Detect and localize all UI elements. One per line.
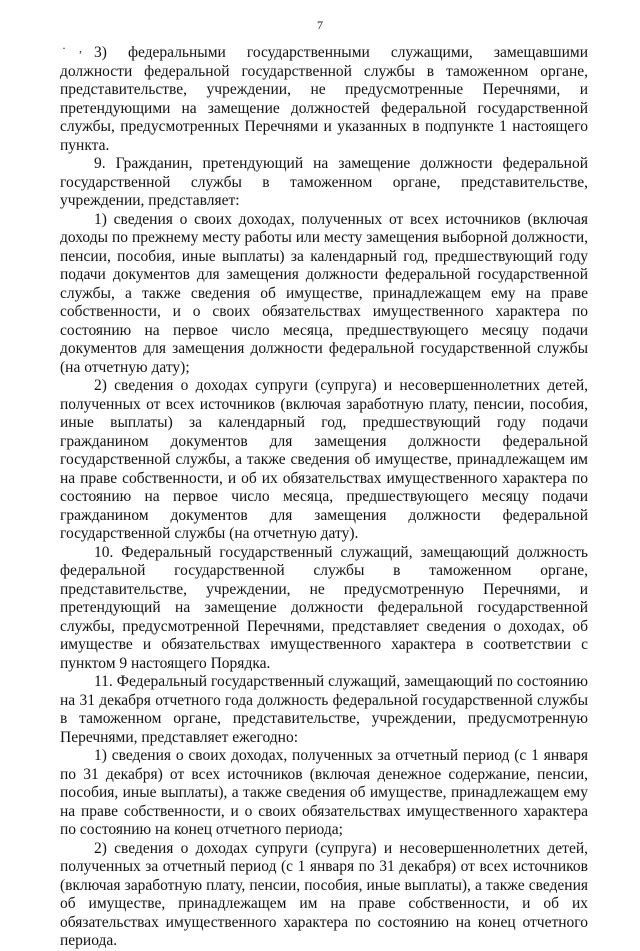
paragraph-8-item-3: 3) федеральными государственными служащими, замещавшими должности федеральной государственной службы в таможенном органе, представительстве, учреждении, не предусмотренные Перечнями, и претендующими на замещение должностей федеральной государственной службы, предусмотренных Перечнями и указанных в подпункте 1 настоящего пункта. bbox=[60, 44, 588, 154]
scan-marks: · , bbox=[62, 41, 87, 55]
paragraph-9-item-2: 2) сведения о доходах супруги (супруга) и несовершеннолетних детей, полученных от всех источников (включая заработную плату, пенсии, пособия, иные выплаты) за календарный год, предшествующий году подачи гражданином документов для замещения должности федеральной государственной службы, а также сведения об имуществе, принадлежащем им на праве собственности, и об их обязательствах имущественного характера по состоянию на первое число месяца, предшествующего месяцу подачи гражданином документов для замещения должности федеральной государственной службы (на отчетную дату). bbox=[60, 377, 588, 542]
paragraph-11: 11. Федеральный государственный служащий, замещающий по состоянию на 31 декабря отчетного года должность федеральной государственной службы в таможенном органе, представительстве, учреждении, предусмотренную Перечнями, представляет ежегодно: bbox=[60, 673, 588, 746]
page-number: 7 bbox=[317, 18, 323, 32]
paragraph-11-item-1: 1) сведения о своих доходах, полученных за отчетный период (с 1 января по 31 декабря) от всех источников (включая денежное содержание, пенсии, пособия, иные выплаты), а также сведения об имуществе, принадлежащем ему на праве собственности, и о своих обязательствах имущественного характера по состоянию на конец отчетного периода; bbox=[60, 747, 588, 838]
paragraph-11-item-2: 2) сведения о доходах супруги (супруга) и несовершеннолетних детей, полученных за отчетный период (с 1 января по 31 декабря) от всех источников (включая заработную плату, пенсии, пособия, иные выплаты), а также сведения об имуществе, принадлежащем им на праве собственности, и об их обязательствах имущественного характера по состоянию на конец отчетного периода. bbox=[60, 839, 588, 949]
paragraph-9-item-1: 1) сведения о своих доходах, полученных от всех источников (включая доходы по прежнему месту работы или месту замещения выборной должности, пенсии, пособия, иные выплаты) за календарный год, предшествующий году подачи документов для замещения должности федеральной государственной службы, а также сведения об имуществе, принадлежащем ему на праве собственности, и о своих обязательствах имущественного характера по состоянию на первое число месяца, предшествующего месяцу подачи документов для замещения должности федеральной государственной службы (на отчетную дату); bbox=[60, 210, 588, 376]
paragraph-10: 10. Федеральный государственный служащий, замещающий должность федеральной государственной службы в таможенном органе, представительстве, учреждении, не предусмотренную Перечнями, и претендующий на замещение должности федеральной государственной службы, предусмотренной Перечнями, представляет сведения о доходах, об имуществе и обязательствах имущественного характера в соответствии с пунктом 9 настоящего Порядка. bbox=[60, 543, 588, 672]
paragraph-9: 9. Гражданин, претендующий на замещение должности федеральной государственной службы в таможенном органе, представительстве, учреждении, представляет: bbox=[60, 155, 588, 209]
document-body bbox=[60, 44, 588, 951]
